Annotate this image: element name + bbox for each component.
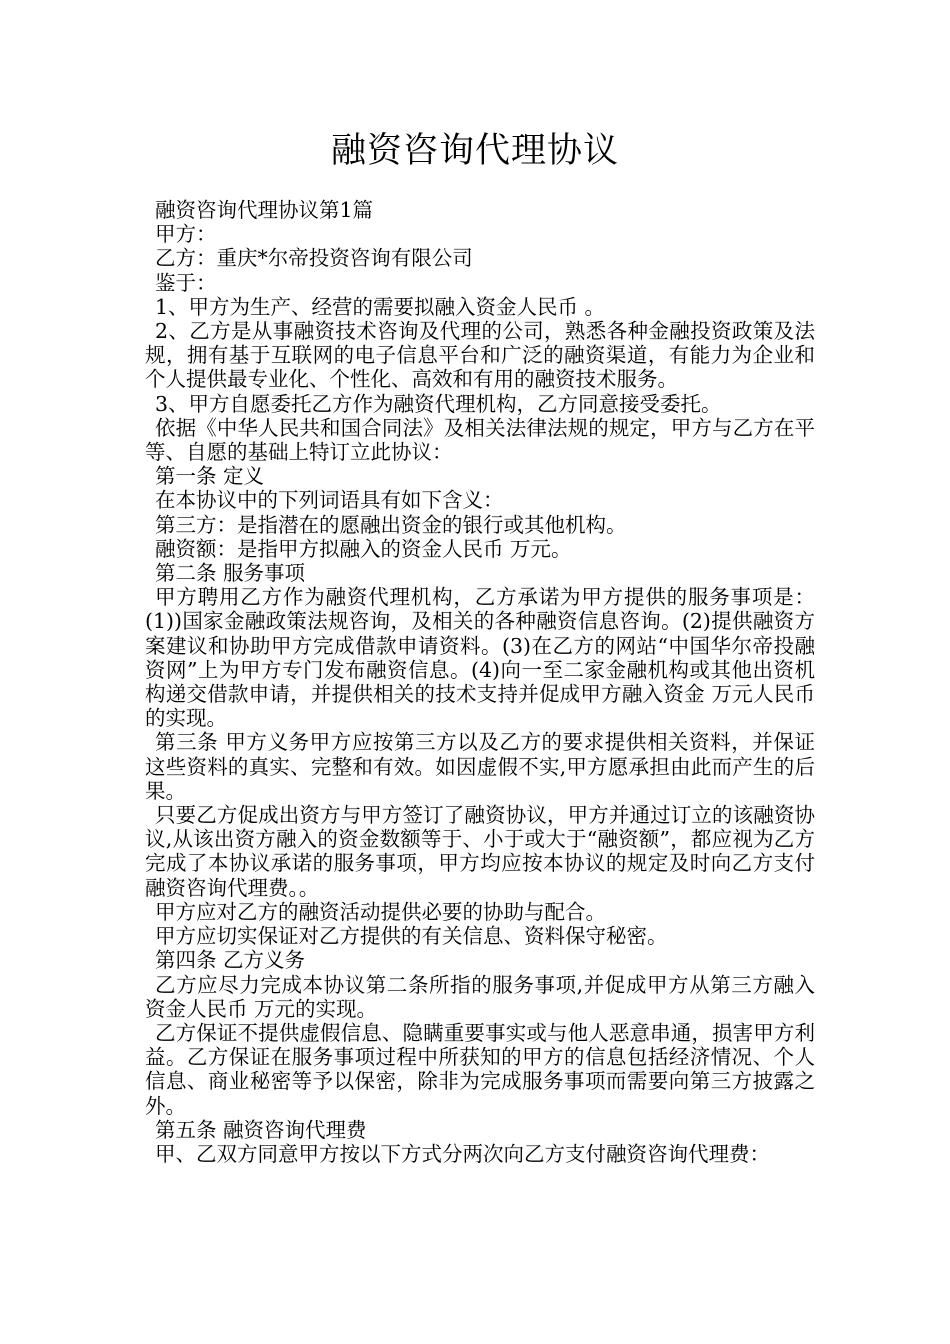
paragraph-whereas: 鉴于：: [155, 270, 217, 295]
document-body: [145, 198, 815, 1166]
article-2-heading: 第二条 服务事项: [155, 561, 306, 586]
document-title: 融资咨询代理协议: [330, 131, 619, 171]
paragraph-party-a: 甲方：: [155, 222, 217, 247]
paragraph-definition-amount: 融资额：是指甲方拟融入的资金人民币 万元。: [155, 536, 572, 561]
paragraph-cooperation: 甲方应对乙方的融资活动提供必要的协助与配合。: [155, 899, 606, 924]
paragraph-party-b-guarantee: 乙方保证不提供虚假信息、隐瞒重要事实或与他人恶意串通，损害甲方利益。乙方保证在服务事项过程中所获知的甲方的信息包括经济情况、个人信息、商业秘密等予以保密，除非为完成服务事项而需要向第三方披露之外。: [145, 1020, 815, 1118]
paragraph-definition-third-party: 第三方：是指潜在的愿融出资金的银行或其他机构。: [155, 512, 627, 537]
paragraph-fee-payment: 甲、乙双方同意甲方按以下方式分两次向乙方支付融资咨询代理费：: [155, 1141, 770, 1166]
paragraph-heading-part1: 融资咨询代理协议第1篇: [155, 198, 374, 222]
paragraph-whereas-1: 1、甲方为生产、经营的需要拟融入资金人民币 。: [155, 294, 606, 319]
article-1-heading: 第一条 定义: [155, 464, 265, 489]
paragraph-definitions-intro: 在本协议中的下列词语具有如下含义：: [155, 488, 504, 513]
paragraph-whereas-2: 2、乙方是从事融资技术咨询及代理的公司，熟悉各种金融投资政策及法规，拥有基于互联网的电子信息平台和广泛的融资渠道，有能力为企业和个人提供最专业化、个性化、高效和有用的融资技术服务。: [145, 319, 815, 392]
paragraph-confidentiality-a: 甲方应切实保证对乙方提供的有关信息、资料保守秘密。: [155, 924, 668, 949]
paragraph-whereas-3: 3、甲方自愿委托乙方作为融资代理机构，乙方同意接受委托。: [155, 391, 722, 416]
paragraph-services: 甲方聘用乙方作为融资代理机构，乙方承诺为甲方提供的服务事项是：(1))国家金融政策法规咨询，及相关的各种融资信息咨询。(2)提供融资方案建议和协助甲方完成借款申请资料。(3)在乙方的网站“中国华尔帝投融资网”上为甲方专门发布融资信息。(4)向一至二家金融机构或其他出资机构递交借款申请，并提供相关的技术支持并促成甲方融入资金 万元人民币的实现。: [145, 585, 815, 731]
article-4-heading: 第四条 乙方义务: [155, 948, 306, 973]
paragraph-basis: 依据《中华人民共和国合同法》及相关法律法规的规定，甲方与乙方在平等、自愿的基础上特订立此协议：: [145, 415, 815, 465]
article-3-paragraph: 第三条 甲方义务甲方应按第三方以及乙方的要求提供相关资料，并保证这些资料的真实、完整和有效。如因虚假不实,甲方愿承担由此而产生的后果。: [145, 730, 815, 803]
paragraph-fee-obligation: 只要乙方促成出资方与甲方签订了融资协议，甲方并通过订立的该融资协议,从该出资方融入的资金数额等于、小于或大于“融资额”，都应视为乙方完成了本协议承诺的服务事项，甲方均应按本协议的规定及时向乙方支付融资咨询代理费。。: [145, 803, 815, 900]
paragraph-party-b: 乙方：重庆*尔帝投资咨询有限公司: [155, 246, 473, 271]
article-5-heading: 第五条 融资咨询代理费: [155, 1117, 367, 1142]
paragraph-party-b-duty: 乙方应尽力完成本协议第二条所指的服务事项,并促成甲方从第三方融入资金人民币 万元的实现。: [145, 972, 815, 1021]
